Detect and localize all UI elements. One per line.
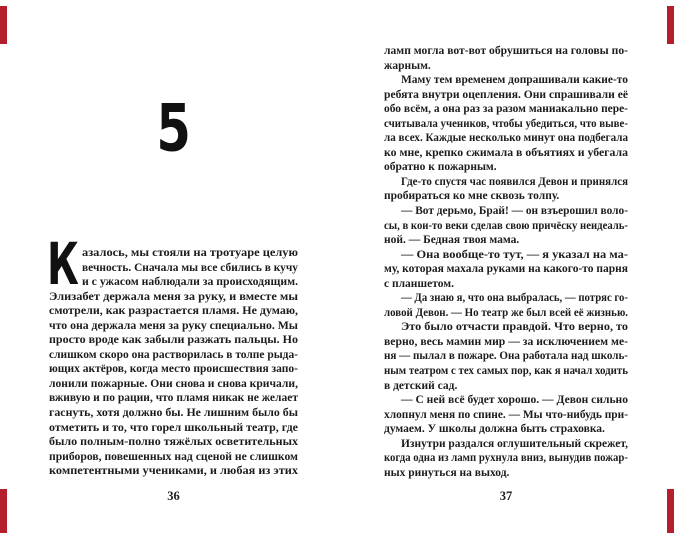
text-line: ко мне, крепко сжимала в объятиях и убегала <box>384 146 628 159</box>
text-line: Изнутри раздался оглушительный скрежет, <box>401 437 628 450</box>
text-line: Где-то спустя час появился Девон и принялся <box>401 175 628 188</box>
text-line: компетентными учениками, и любая из этих <box>49 465 298 478</box>
page-right[interactable] <box>384 0 628 539</box>
text-line: гаснуть, хотя должно бы. Не лишним было бы <box>49 407 298 420</box>
cover-edge-top-left <box>0 6 7 44</box>
text-line: ня — пылал в пожаре. Она работала над школь- <box>384 350 628 363</box>
text-line: ловой Девон. — Но театр же был всей её жизнью. <box>384 306 628 319</box>
text-line: ных ринуться на выход. <box>384 466 510 479</box>
text-line: отметить и то, что горел школьный театр, где <box>49 421 298 434</box>
text-line: слишком скоро она растворилась в толпе рыда- <box>49 348 298 361</box>
page-right-text <box>384 44 628 480</box>
text-line: ной. — Бедная твоя мама. <box>384 234 520 247</box>
text-line: Элизабет держала меня за руку, и вместе мы <box>49 290 298 303</box>
text-line: приборов, повешенных над сценой не слишком <box>49 450 298 463</box>
text-line: хлопнул меня по спине. — Мы что-нибудь при- <box>384 408 628 421</box>
text-line: лонили пожарные. Они снова и снова кричали, <box>49 377 298 390</box>
text-line: вживую и по рации, что пламя никак не желает <box>49 392 298 405</box>
text-line: и с ужасом наблюдали за происходящим. <box>82 276 298 289</box>
text-line: азалось, мы стояли на тротуаре целую <box>82 247 298 259</box>
text-line: было полным-полно тяжёлых осветительных <box>49 436 298 449</box>
text-line: с планшетом. <box>384 277 454 290</box>
text-line: верно, весь мамин мир — за исключением ме- <box>384 335 628 348</box>
text-line: ла всех. Каждые несколько минут она подбегала <box>384 132 628 145</box>
page-number-left: 36 <box>167 489 180 503</box>
text-line: обратно к пожарным. <box>384 161 497 174</box>
page-left[interactable] <box>49 0 298 539</box>
text-line: что она держала меня за руку специально. Мы <box>49 319 298 332</box>
text-line: ным театром с тех самых пор, как я начал ходить <box>384 365 628 378</box>
text-line: ребята внутри оцепления. Они спрашивали её <box>384 88 628 101</box>
text-line: Это было отчасти правдой. Что верно, то <box>401 321 628 334</box>
text-line: ламп могла вот-вот обрушиться на головы по- <box>384 45 628 57</box>
text-line: — Она вообще-то тут, — я указал на ма- <box>401 248 628 261</box>
text-line: Маму тем временем допрашивали какие-то <box>401 74 628 87</box>
text-line: — Вот дерьмо, Брай! — он взъерошил воло- <box>401 205 628 218</box>
text-line: ющих актёров, когда место происшествия запо- <box>49 363 298 376</box>
text-line: — С ней всё будет хорошо. — Девон сильно <box>401 394 628 407</box>
text-line: думаем. У школы должна быть страховка. <box>384 423 605 436</box>
drop-cap: К <box>47 231 79 299</box>
text-line: му, которая махала руками на какого-то парня <box>384 263 628 276</box>
chapter-number-glyph: 5 <box>156 89 191 167</box>
text-line: пробираться ко мне сквозь толпу. <box>384 190 560 203</box>
page-number-right: 37 <box>499 489 513 503</box>
text-line: в детский сад. <box>384 379 458 392</box>
text-line: когда одна из ламп рухнула вниз, вынудив пожар- <box>384 452 628 465</box>
text-line: вечность. Сначала мы все сбились в кучу <box>82 261 298 274</box>
text-line: смотрели, как разрастается пламя. Не думаю, <box>49 305 298 318</box>
text-line: жарным. <box>384 59 431 72</box>
text-line: считывала учеников, чтобы убедиться, что выве- <box>384 117 628 130</box>
cover-edge-bottom-right <box>667 489 674 533</box>
chapter-number <box>49 89 298 167</box>
page-left-text <box>47 231 298 479</box>
text-line: просто вроде как забыли разжать пальцы. Но <box>49 334 298 347</box>
cover-edge-bottom-left <box>0 489 7 533</box>
cover-edge-top-right <box>667 6 674 44</box>
text-line: сы, в кои-то веки сделав свою причёску неидеаль- <box>384 219 628 232</box>
text-line: — Да знаю я, что она выбралась, — потряс го- <box>401 292 628 305</box>
text-line: обо всём, а она раз за разом маниакально пере- <box>384 103 628 116</box>
